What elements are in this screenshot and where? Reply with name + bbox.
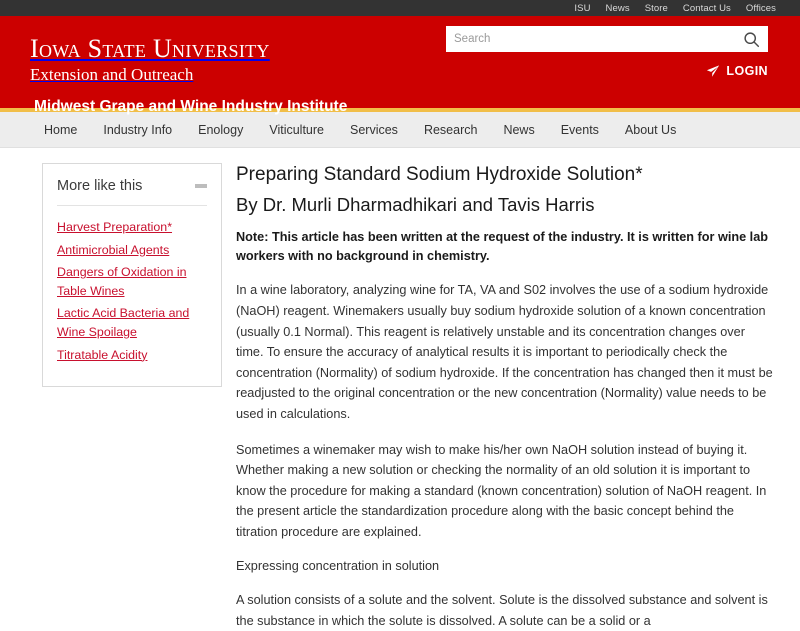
nav-item-news[interactable]: News: [503, 122, 535, 137]
search-bar: [446, 26, 768, 52]
page-title: Preparing Standard Sodium Hydroxide Solution*: [236, 164, 643, 185]
related-link-titratable-acidity[interactable]: Titratable Acidity: [57, 347, 148, 362]
minus-icon[interactable]: [195, 184, 207, 188]
related-link-antimicrobial-agents[interactable]: Antimicrobial Agents: [57, 242, 170, 257]
utility-link-contact-us[interactable]: Contact Us: [682, 2, 731, 14]
article-note: Note: This article has been written at the request of the industry. It is written for wine lab workers with no background in chemistry.: [236, 229, 769, 264]
utility-link-store[interactable]: Store: [644, 2, 668, 14]
search-icon: [743, 31, 760, 48]
nav-item-enology[interactable]: Enology: [198, 122, 244, 137]
utility-link-isu[interactable]: ISU: [574, 2, 591, 14]
nav-item-viticulture[interactable]: Viticulture: [269, 122, 324, 137]
isu-logo-primary: Iowa State University: [30, 34, 270, 63]
utility-link-news[interactable]: News: [605, 2, 630, 14]
list-item: [57, 241, 207, 260]
more-like-this-widget: [42, 163, 222, 387]
isu-logo[interactable]: [30, 36, 270, 85]
article-subheading: Expressing concentration in solution: [236, 559, 440, 574]
isu-logo-secondary: Extension and Outreach: [30, 65, 194, 84]
page-body: [0, 148, 800, 628]
utility-link-offices[interactable]: Offices: [745, 2, 776, 14]
related-links-list: [57, 206, 207, 364]
search-button[interactable]: [734, 26, 768, 52]
widget-title: More like this: [57, 178, 143, 194]
article-paragraph: A solution consists of a solute and the solvent. Solute is the dissolved substance and solvent is the substance in which the solute is dissolved. A solute can be a solid or a: [236, 593, 768, 628]
related-link-harvest-preparation[interactable]: Harvest Preparation*: [57, 220, 173, 234]
site-title: Midwest Grape and Wine Industry Institute: [34, 98, 348, 115]
nav-item-industry-info[interactable]: Industry Info: [103, 122, 173, 137]
main-navigation: [0, 112, 800, 148]
article-byline: By Dr. Murli Dharmadhikari and Tavis Harris: [236, 193, 595, 215]
login-label: LOGIN: [726, 64, 768, 78]
list-item: [57, 263, 207, 300]
nav-item-home[interactable]: Home: [44, 122, 78, 137]
login-button[interactable]: [706, 64, 768, 78]
nav-item-research[interactable]: Research: [423, 122, 478, 137]
sidebar: [0, 163, 236, 594]
nav-item-services[interactable]: Services: [350, 122, 398, 137]
brand-header: [0, 16, 800, 115]
article-paragraph: In a wine laboratory, analyzing wine for TA, VA and S02 involves the use of a sodium hydroxide (NaOH) reagent. Winemakers usually buy sodium hydroxide solution of a known concentration (usually 0.1 Normal). This reagent is relatively unstable and its concentration changes over time. To ensure the accuracy of analytical results it is important to periodically check the concentration (Normality) of sodium hydroxide. If the concentration has changed then it must be readjusted to the original concentration or the new concentration (Normality) value needs to be used in calculations.: [236, 283, 773, 421]
article-content: [236, 163, 800, 628]
nav-item-events[interactable]: Events: [560, 122, 599, 137]
search-input[interactable]: [446, 26, 734, 52]
nav-item-about-us[interactable]: About Us: [624, 122, 677, 137]
list-item: [57, 304, 207, 341]
paper-plane-icon: [706, 64, 720, 78]
list-item: [57, 346, 207, 365]
related-link-lactic-acid-bacteria[interactable]: Lactic Acid Bacteria and Wine Spoilage: [57, 306, 190, 340]
utility-bar: [0, 0, 800, 16]
list-item: [57, 218, 207, 237]
related-link-dangers-of-oxidation[interactable]: Dangers of Oxidation in Table Wines: [57, 265, 187, 298]
article-paragraph: Sometimes a winemaker may wish to make his/her own NaOH solution instead of buying it. Whether making a new solution or checking the normality of an old solution it is important to know the procedure for making a standard (known concentration) solution of NaOH reagent. In the present article the standardization procedure along with the basic concept behind the titration procedure are explained.: [236, 442, 767, 539]
widget-header: [57, 178, 207, 206]
